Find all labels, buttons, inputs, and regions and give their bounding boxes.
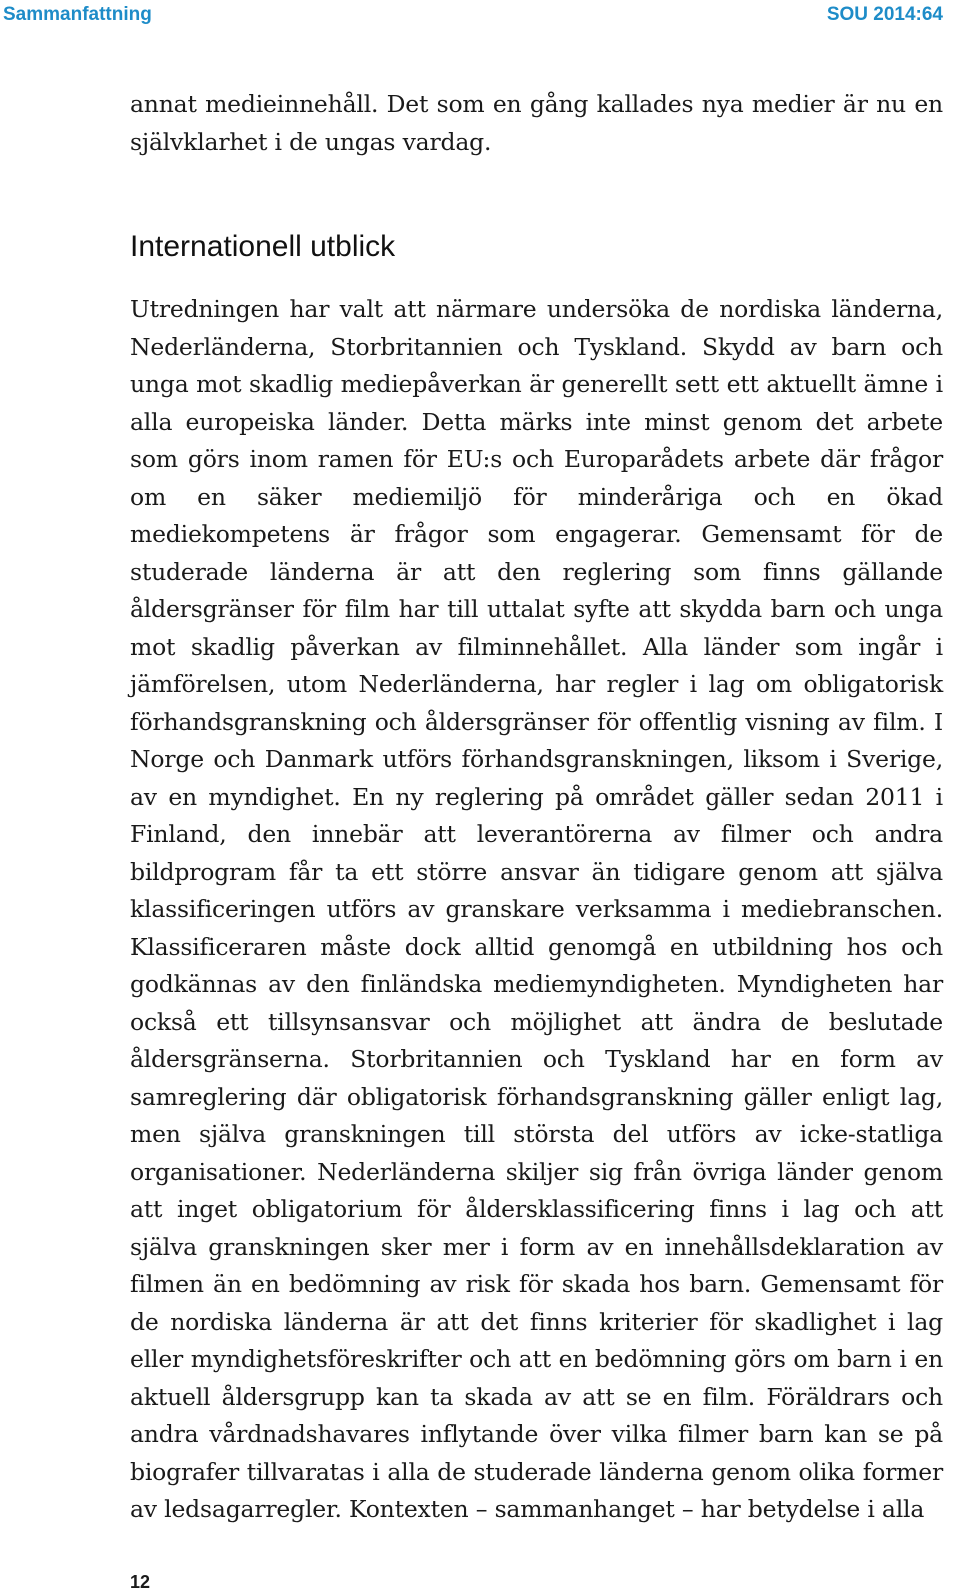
page-number: 12	[130, 1572, 151, 1592]
section-paragraph: Utredningen har valt att närmare undersöka de nordiska länderna, Nederländerna, Storbritannien och Tyskland. Skydd av barn och unga mot skadlig mediepåverkan är generellt sett ett aktuellt ämne i alla europeiska länder. Detta märks inte minst genom det arbete som görs inom ramen för EU:s och Europarådets arbete där frågor om en säker mediemiljö för minderåriga och en ökad mediekompetens är frågor som engagerar. Gemensamt för de studerade länderna är att den reglering som finns gällande åldersgränser för film har till uttalat syfte att skydda barn och unga mot skadlig påverkan av filminnehållet. Alla länder som ingår i jämförelsen, utom Nederländerna, har regler i lag om obligatorisk förhandsgranskning och åldersgränser för offentlig visning av film. I Norge och Danmark utförs förhandsgranskningen, liksom i Sverige, av en myndighet. En ny reglering på området gäller sedan 2011 i Finland, den innebär att leverantörerna av filmer och andra bildprogram får ta ett större ansvar än tidigare genom att själva klassificeringen utförs av granskare verksamma i mediebranschen. Klassificeraren måste dock alltid genomgå en utbildning hos och godkännas av den finländska mediemyndigheten. Myndigheten har också ett tillsynsansvar och möjlighet att ändra de beslutade åldersgränserna. Storbritannien och Tyskland har en form av samreglering där obligatorisk förhandsgranskning gäller enligt lag, men själva granskningen till största del utförs av icke-statliga organisationer. Nederländerna skiljer sig från övriga länder genom att inget obligatorium för åldersklassificering finns i lag och att själva granskningen sker mer i form av en innehållsdeklaration av filmen än en bedömning av risk för skada hos barn. Gemensamt för de nordiska länderna är att det finns kriterier för skadlighet i lag eller myndighetsföreskrifter och att en bedömning görs om barn i en aktuell åldersgrupp kan ta skada av att se en film. Föräldrars och andra vårdnadshavares inflytande över vilka filmer barn kan se på biografer tillvaratas i alla de studerade länderna genom olika former av ledsagarregler. Kontexten – sammanhanget – har betydelse i alla	[130, 295, 943, 1523]
running-head-document-number: SOU 2014:64	[826, 4, 943, 25]
section-heading: Internationell utblick	[130, 230, 396, 263]
intro-paragraph: annat medieinnehåll. Det som en gång kallades nya medier är nu en självklarhet i de ungas vardag.	[130, 90, 943, 156]
page-body	[130, 86, 943, 1529]
running-head-section: Sammanfattning	[3, 4, 152, 25]
running-head	[0, 0, 960, 30]
